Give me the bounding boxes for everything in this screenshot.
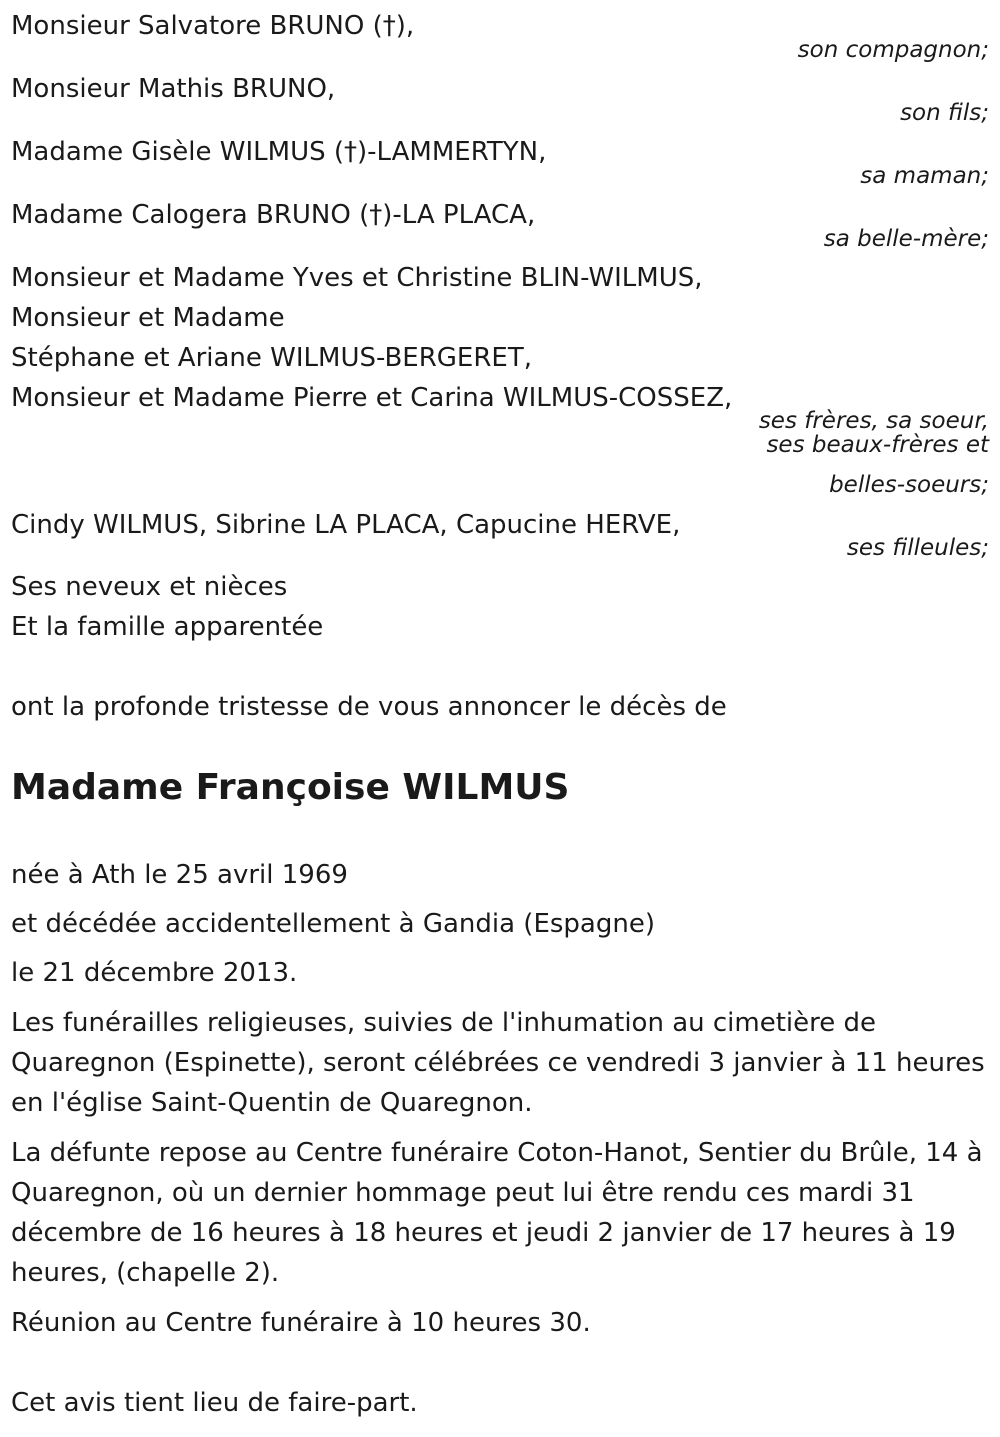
companion-name: Monsieur Salvatore BRUNO (†), — [11, 11, 415, 41]
sibling-line: Monsieur et Madame — [11, 303, 285, 333]
deceased-name: Madame Françoise WILMUS — [11, 767, 570, 808]
nephews-line: Ses neveux et nièces — [11, 572, 288, 602]
meeting-paragraph: Réunion au Centre funéraire à 10 heures 30. — [11, 1308, 591, 1338]
mother-in-law-relation: sa belle-mère; — [823, 226, 989, 252]
siblings-relation: belles-soeurs; — [829, 472, 989, 498]
mother-relation: sa maman; — [860, 163, 989, 189]
goddaughters-name: Cindy WILMUS, Sibrine LA PLACA, Capucine HERVE, — [11, 510, 681, 540]
announcement-text: ont la profonde tristesse de vous annoncer le décès de — [11, 692, 727, 722]
son-name: Monsieur Mathis BRUNO, — [11, 74, 336, 104]
siblings-relation: ses frères, sa soeur, — [758, 408, 989, 434]
relatives-line: Et la famille apparentée — [11, 612, 324, 642]
sibling-line: Stéphane et Ariane WILMUS-BERGERET, — [11, 343, 533, 373]
viewing-paragraph: La défunte repose au Centre funéraire Coton-Hanot, Sentier du Brûle, 14 à Quaregnon, où un dernier hommage peut lui être rendu ces mardi 31 décembre de 16 heures à 18 heures et jeudi 2 janvier de 17 heures à 19 heures, (chapelle 2). — [11, 1138, 983, 1288]
goddaughters-relation: ses filleules; — [846, 535, 989, 561]
companion-relation: son compagnon; — [797, 37, 989, 63]
funeral-paragraph: Les funérailles religieuses, suivies de l'inhumation au cimetière de Quaregnon (Espinette), seront célébrées ce vendredi 3 janvier à 11 heures en l'église Saint-Quentin de Quaregnon. — [11, 1008, 985, 1118]
death-date-line: le 21 décembre 2013. — [11, 958, 298, 988]
birth-line: née à Ath le 25 avril 1969 — [11, 860, 348, 890]
mother-name: Madame Gisèle WILMUS (†)-LAMMERTYN, — [11, 137, 547, 167]
sibling-line: Monsieur et Madame Pierre et Carina WILMUS-COSSEZ, — [11, 383, 733, 413]
footer-note: Cet avis tient lieu de faire-part. — [11, 1388, 418, 1418]
mother-in-law-name: Madame Calogera BRUNO (†)-LA PLACA, — [11, 200, 536, 230]
sibling-line: Monsieur et Madame Yves et Christine BLIN-WILMUS, — [11, 263, 703, 293]
son-relation: son fils; — [900, 100, 989, 126]
death-place-line: et décédée accidentellement à Gandia (Espagne) — [11, 909, 655, 939]
siblings-relation: ses beaux-frères et — [766, 432, 989, 458]
